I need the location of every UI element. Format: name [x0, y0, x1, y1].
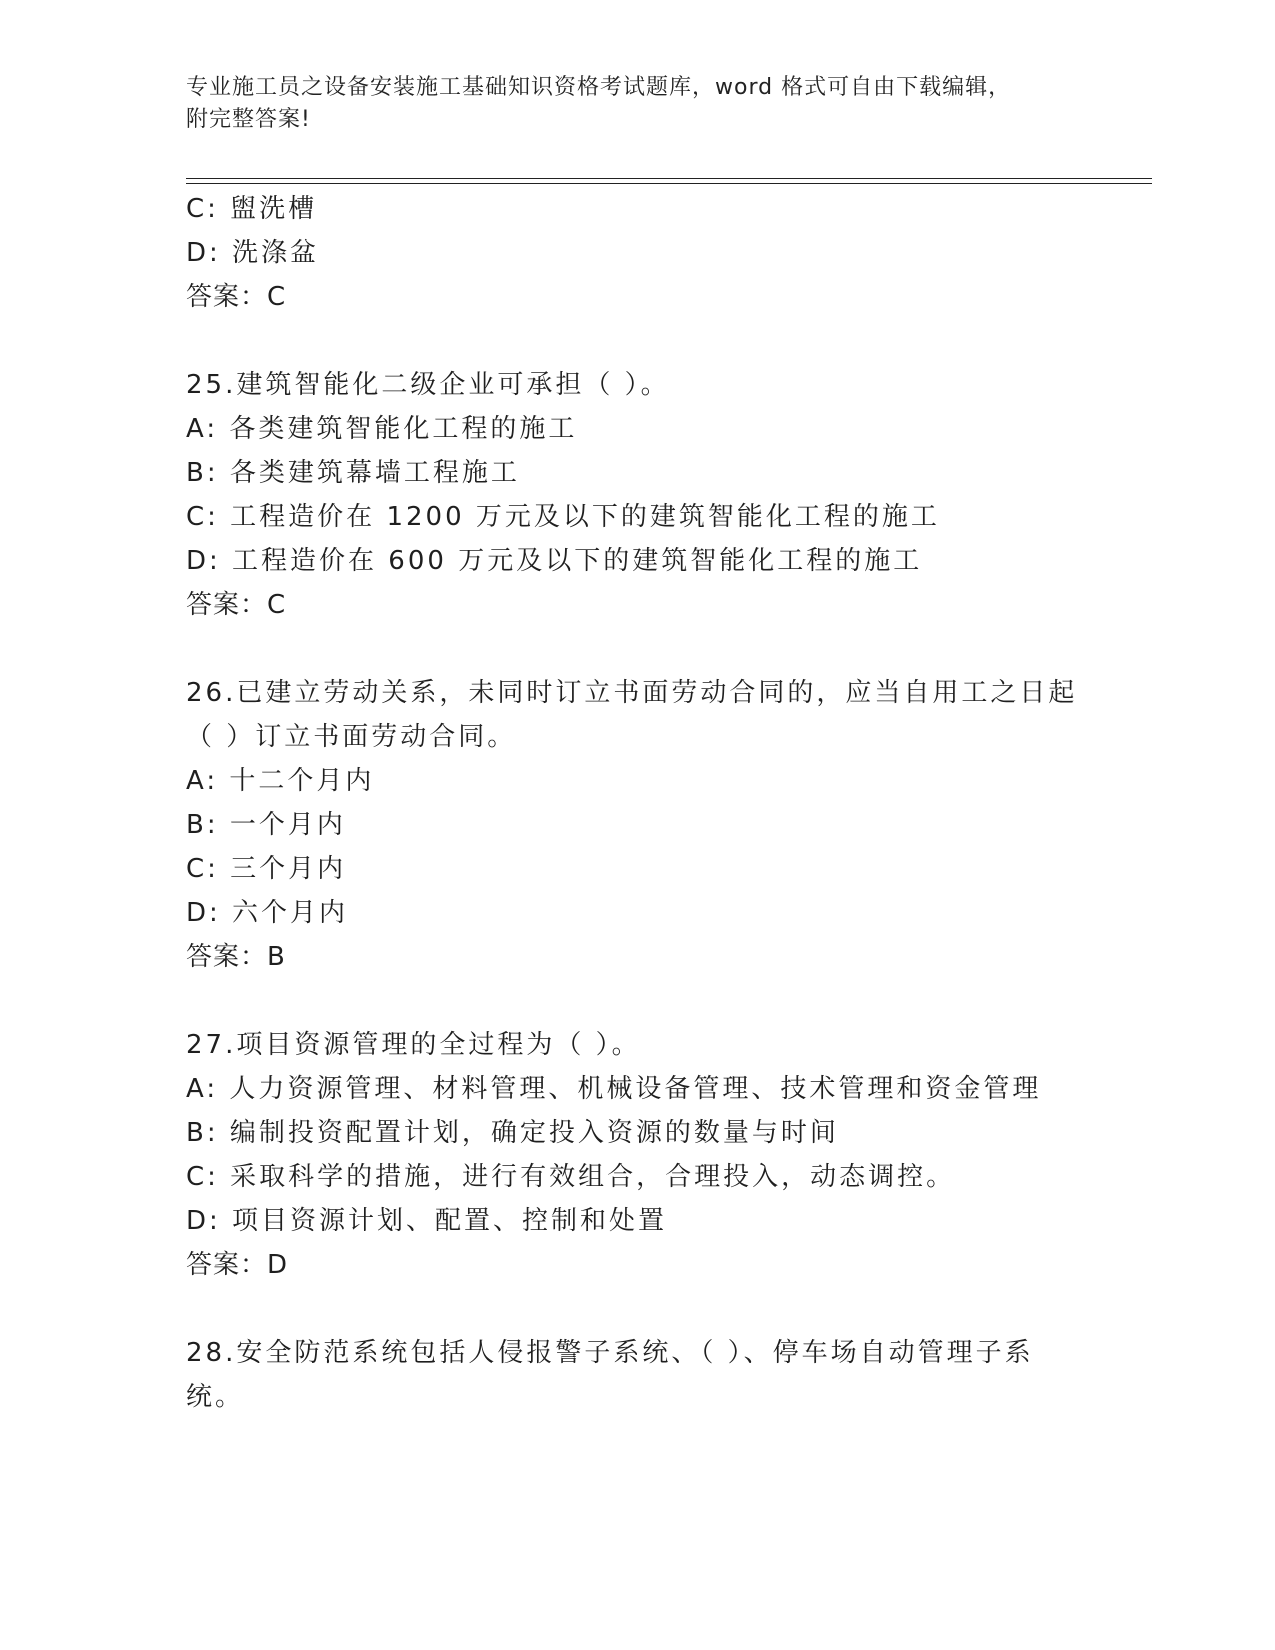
- q26-stem-line-2: （ ）订立书面劳动合同。: [186, 722, 517, 752]
- q27-option-c: C: 采取科学的措施，进行有效组合，合理投入，动态调控。: [186, 1162, 956, 1192]
- q27-option-a: A: 人力资源管理、材料管理、机械设备管理、技术管理和资金管理: [186, 1074, 1042, 1104]
- q28-stem-line-2: 统。: [186, 1382, 245, 1412]
- prev-option-d: D: 洗涤盆: [186, 238, 320, 268]
- q27-answer: 答案：D: [186, 1250, 289, 1280]
- q25-option-b: B: 各类建筑幕墙工程施工: [186, 458, 520, 488]
- q27-option-d: D: 项目资源计划、配置、控制和处置: [186, 1206, 668, 1236]
- q26-option-d: D: 六个月内: [186, 898, 349, 928]
- q27-option-b: B: 编制投资配置计划，确定投入资源的数量与时间: [186, 1118, 839, 1148]
- q25-stem: 25.建筑智能化二级企业可承担（ ）。: [186, 370, 670, 400]
- q26-option-b: B: 一个月内: [186, 810, 346, 840]
- q27-stem: 27.项目资源管理的全过程为（ ）。: [186, 1030, 641, 1060]
- q25-option-c: C: 工程造价在 1200 万元及以下的建筑智能化工程的施工: [186, 502, 940, 532]
- q25-option-a: A: 各类建筑智能化工程的施工: [186, 414, 578, 444]
- q26-option-c: C: 三个月内: [186, 854, 347, 884]
- header-divider-top: [186, 178, 1152, 179]
- prev-option-c: C: 盥洗槽: [186, 194, 318, 224]
- header-divider-bottom: [186, 183, 1152, 184]
- header-line-1: 专业施工员之设备安装施工基础知识资格考试题库，word 格式可自由下载编辑，: [186, 75, 1012, 100]
- header-line-2: 附完整答案!: [186, 107, 311, 132]
- q26-answer: 答案：B: [186, 942, 286, 972]
- document-header: [186, 72, 1086, 136]
- q26-stem-line-1: 26.已建立劳动关系，未同时订立书面劳动合同的，应当自用工之日起: [186, 678, 1078, 708]
- q25-answer: 答案：C: [186, 590, 287, 620]
- q26-option-a: A: 十二个月内: [186, 766, 375, 796]
- prev-answer: 答案：C: [186, 282, 287, 312]
- q28-stem-line-1: 28.安全防范系统包括人侵报警子系统、（ ）、停车场自动管理子系: [186, 1338, 1034, 1368]
- q25-option-d: D: 工程造价在 600 万元及以下的建筑智能化工程的施工: [186, 546, 923, 576]
